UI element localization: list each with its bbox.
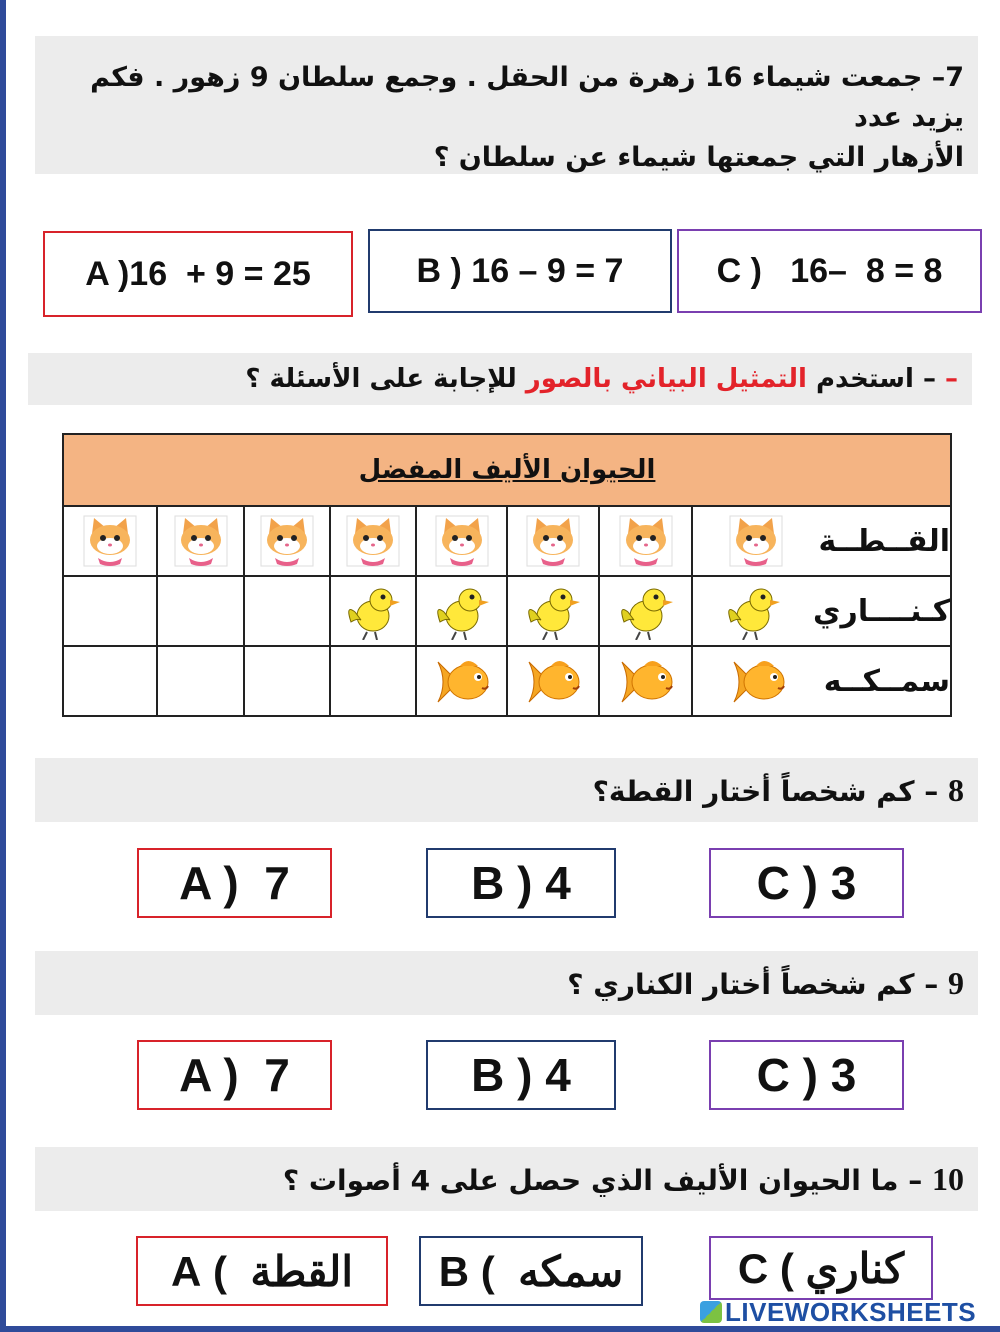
q9-option-b[interactable]: B ) 4 xyxy=(426,1040,616,1110)
cat-icon xyxy=(171,512,231,570)
q9-option-a[interactable]: A ) 7 xyxy=(137,1040,332,1110)
cat-label: القــطــة xyxy=(818,523,951,559)
question-8-number: 8 xyxy=(948,772,964,808)
cat-icon xyxy=(616,512,676,570)
canary-cell-2 xyxy=(507,576,599,646)
liveworksheets-logo-icon xyxy=(700,1301,722,1323)
fish-cell-empty xyxy=(330,646,416,716)
canary-icon xyxy=(343,582,403,640)
cat-icon xyxy=(343,512,403,570)
instruction-highlight: التمثيل البياني بالصور xyxy=(525,364,807,394)
canary-cell-3 xyxy=(416,576,507,646)
question-9-number: 9 xyxy=(948,965,964,1001)
q8-option-a[interactable]: A ) 7 xyxy=(137,848,332,918)
cat-icon xyxy=(257,512,317,570)
cat-icon xyxy=(80,512,140,570)
question-8 xyxy=(35,758,978,822)
graph-instruction xyxy=(28,353,972,405)
canary-cell-1 xyxy=(599,576,692,646)
canary-label: كـنــــاري xyxy=(813,593,951,629)
instruction-dash: – xyxy=(945,364,958,394)
question-10 xyxy=(35,1147,978,1211)
cat-icon xyxy=(726,512,786,570)
liveworksheets-logo-text: LIVEWORKSHEETS xyxy=(725,1296,977,1327)
question-9 xyxy=(35,951,978,1015)
cat-icon xyxy=(432,512,492,570)
question-10-number: 10 xyxy=(932,1161,964,1197)
canary-icon xyxy=(723,582,783,640)
q10-option-b[interactable]: سمكه ) B xyxy=(419,1236,643,1306)
question-10-text: – ما الحيوان الأليف الذي حصل على 4 أصوات ؟ xyxy=(282,1164,932,1197)
fish-cell-empty xyxy=(63,646,157,716)
pictograph-row-cat xyxy=(63,506,951,576)
fish-label: سمــكــه xyxy=(823,663,951,699)
question-7 xyxy=(35,36,978,174)
instruction-before: – استخدم xyxy=(806,364,945,394)
q10-option-c[interactable]: كناري ) C xyxy=(709,1236,933,1300)
q8-option-c[interactable]: C ) 3 xyxy=(709,848,904,918)
fish-icon xyxy=(523,652,583,710)
pictograph-row-canary xyxy=(63,576,951,646)
q7-option-b[interactable]: B ) 16 – 9 = 7 xyxy=(368,229,672,313)
instruction-after: للإجابة على الأسئلة ؟ xyxy=(245,364,526,394)
cat-cell-1 xyxy=(599,506,692,576)
cat-label-cell xyxy=(692,506,951,576)
fish-icon xyxy=(728,652,788,710)
fish-cell-empty xyxy=(244,646,330,716)
cat-cell-2 xyxy=(507,506,599,576)
fish-icon xyxy=(432,652,492,710)
q9-option-c[interactable]: C ) 3 xyxy=(709,1040,904,1110)
cat-cell-7 xyxy=(63,506,157,576)
fish-icon xyxy=(616,652,676,710)
liveworksheets-logo xyxy=(700,1297,976,1327)
q8-option-b[interactable]: B ) 4 xyxy=(426,848,616,918)
question-7-line2: الأزهار التي جمعتها شيماء عن سلطان ؟ xyxy=(433,142,964,173)
fish-label-cell xyxy=(692,646,951,716)
cat-cell-6 xyxy=(157,506,244,576)
question-7-line1: 7– جمعت شيماء 16 زهرة من الحقل . وجمع سلطان 9 زهور . فكم يزيد عدد xyxy=(90,62,964,133)
question-9-text: – كم شخصاً أختار الكناري ؟ xyxy=(567,968,948,1001)
cat-cell-4 xyxy=(330,506,416,576)
q10-option-a[interactable]: القطة ) A xyxy=(136,1236,388,1306)
page-frame-left xyxy=(0,0,6,1332)
canary-icon xyxy=(523,582,583,640)
canary-icon xyxy=(432,582,492,640)
pictograph-table xyxy=(62,433,952,717)
cat-icon xyxy=(523,512,583,570)
fish-cell-1 xyxy=(599,646,692,716)
cat-cell-5 xyxy=(244,506,330,576)
pictograph-row-fish xyxy=(63,646,951,716)
pictograph-title: الحيوان الأليف المفضل xyxy=(63,434,951,506)
fish-cell-3 xyxy=(416,646,507,716)
question-8-text: – كم شخصاً أختار القطة؟ xyxy=(592,775,948,808)
canary-cell-empty xyxy=(244,576,330,646)
fish-cell-empty xyxy=(157,646,244,716)
fish-cell-2 xyxy=(507,646,599,716)
q7-option-c[interactable]: C ) 16– 8 = 8 xyxy=(677,229,982,313)
canary-label-cell xyxy=(692,576,951,646)
canary-icon xyxy=(616,582,676,640)
canary-cell-empty xyxy=(63,576,157,646)
canary-cell-empty xyxy=(157,576,244,646)
q7-option-a[interactable]: A )16 + 9 = 25 xyxy=(43,231,353,317)
cat-cell-3 xyxy=(416,506,507,576)
canary-cell-4 xyxy=(330,576,416,646)
